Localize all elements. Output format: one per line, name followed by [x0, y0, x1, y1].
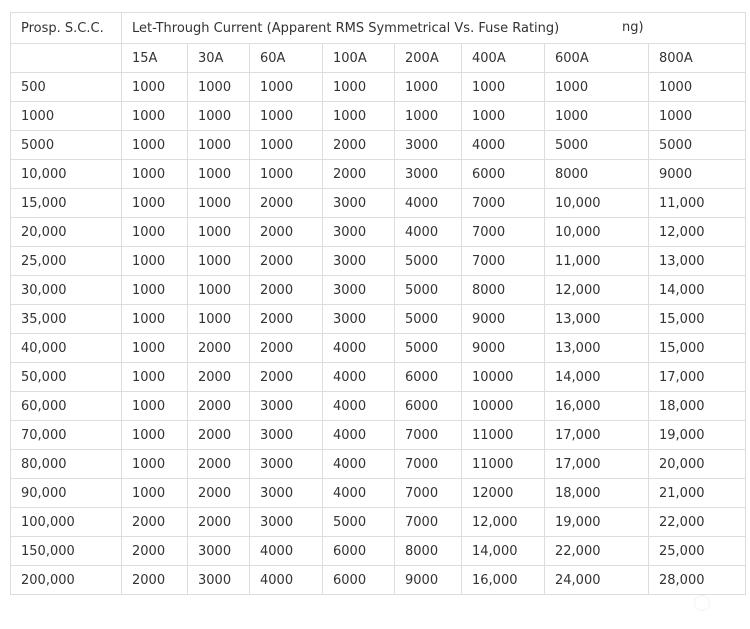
let-through-value-cell: 8000: [395, 537, 462, 566]
scc-value-cell: 100,000: [11, 508, 122, 537]
let-through-value-cell: 1000: [122, 450, 188, 479]
let-through-value-cell: 1000: [122, 421, 188, 450]
let-through-value-cell: 6000: [323, 537, 395, 566]
let-through-value-cell: 11000: [462, 450, 545, 479]
let-through-value-cell: 1000: [122, 479, 188, 508]
let-through-value-cell: 3000: [250, 392, 323, 421]
scc-value-cell: 30,000: [11, 276, 122, 305]
watermark-mark: [694, 595, 710, 611]
let-through-value-cell: 3000: [395, 160, 462, 189]
let-through-value-cell: 1000: [122, 247, 188, 276]
let-through-value-cell: 1000: [188, 102, 250, 131]
let-through-value-cell: 1000: [649, 102, 746, 131]
let-through-value-cell: 2000: [250, 218, 323, 247]
let-through-value-cell: 8000: [462, 276, 545, 305]
header-row: [11, 13, 746, 44]
let-through-value-cell: 5000: [395, 247, 462, 276]
let-through-value-cell: 11000: [462, 421, 545, 450]
let-through-value-cell: 1000: [188, 189, 250, 218]
scc-value-cell: 1000: [11, 102, 122, 131]
let-through-value-cell: 1000: [545, 73, 649, 102]
let-through-value-cell: 2000: [188, 334, 250, 363]
let-through-value-cell: 5000: [395, 305, 462, 334]
let-through-value-cell: 2000: [122, 508, 188, 537]
let-through-value-cell: 1000: [649, 73, 746, 102]
let-through-value-cell: 22,000: [649, 508, 746, 537]
scc-value-cell: 150,000: [11, 537, 122, 566]
table-row: [11, 102, 746, 131]
corner-header-cell: Prosp. S.C.C.: [11, 13, 122, 44]
let-through-value-cell: 7000: [462, 218, 545, 247]
scc-value-cell: 15,000: [11, 189, 122, 218]
let-through-value-cell: 17,000: [545, 450, 649, 479]
let-through-value-cell: 6000: [462, 160, 545, 189]
fuse-rating-header-cell: 600A: [545, 44, 649, 73]
let-through-value-cell: 1000: [250, 102, 323, 131]
let-through-value-cell: 5000: [649, 131, 746, 160]
let-through-value-cell: 1000: [122, 218, 188, 247]
let-through-value-cell: 16,000: [462, 566, 545, 595]
let-through-value-cell: 2000: [188, 479, 250, 508]
scc-value-cell: 20,000: [11, 218, 122, 247]
scc-value-cell: 90,000: [11, 479, 122, 508]
let-through-value-cell: 2000: [188, 363, 250, 392]
table-row: [11, 247, 746, 276]
let-through-value-cell: 4000: [323, 479, 395, 508]
let-through-value-cell: 4000: [250, 566, 323, 595]
let-through-value-cell: 12000: [462, 479, 545, 508]
let-through-value-cell: 3000: [323, 218, 395, 247]
let-through-value-cell: 1000: [122, 189, 188, 218]
scc-value-cell: 5000: [11, 131, 122, 160]
let-through-value-cell: 3000: [323, 305, 395, 334]
let-through-value-cell: 17,000: [649, 363, 746, 392]
let-through-value-cell: 1000: [122, 334, 188, 363]
let-through-value-cell: 2000: [323, 131, 395, 160]
let-through-value-cell: 18,000: [545, 479, 649, 508]
let-through-value-cell: 14,000: [649, 276, 746, 305]
table-row: [11, 508, 746, 537]
let-through-value-cell: 5000: [395, 334, 462, 363]
let-through-value-cell: 9000: [462, 305, 545, 334]
table-row: [11, 73, 746, 102]
fuse-rating-blank-cell: [11, 44, 122, 73]
group-header-suffix: ng): [622, 20, 644, 35]
let-through-value-cell: 1000: [188, 276, 250, 305]
let-through-value-cell: 3000: [323, 247, 395, 276]
let-through-value-cell: 9000: [462, 334, 545, 363]
let-through-value-cell: 9000: [649, 160, 746, 189]
let-through-value-cell: 1000: [188, 73, 250, 102]
let-through-value-cell: 3000: [188, 566, 250, 595]
let-through-value-cell: 15,000: [649, 334, 746, 363]
let-through-value-cell: 19,000: [545, 508, 649, 537]
let-through-value-cell: 28,000: [649, 566, 746, 595]
let-through-value-cell: 9000: [395, 566, 462, 595]
let-through-value-cell: 6000: [395, 363, 462, 392]
let-through-value-cell: 4000: [323, 392, 395, 421]
fuse-rating-header-cell: 200A: [395, 44, 462, 73]
table-row: [11, 189, 746, 218]
let-through-value-cell: 2000: [250, 189, 323, 218]
fuse-rating-header-cell: 15A: [122, 44, 188, 73]
let-through-value-cell: 14,000: [545, 363, 649, 392]
let-through-value-cell: 1000: [188, 131, 250, 160]
let-through-value-cell: 12,000: [462, 508, 545, 537]
let-through-value-cell: 1000: [188, 247, 250, 276]
let-through-value-cell: 10,000: [545, 189, 649, 218]
table-row: [11, 276, 746, 305]
let-through-value-cell: 21,000: [649, 479, 746, 508]
table-row: [11, 566, 746, 595]
let-through-value-cell: 4000: [323, 334, 395, 363]
let-through-value-cell: 15,000: [649, 305, 746, 334]
let-through-value-cell: 1000: [188, 160, 250, 189]
table-row: [11, 450, 746, 479]
let-through-value-cell: 1000: [323, 102, 395, 131]
let-through-value-cell: 1000: [122, 160, 188, 189]
let-through-value-cell: 4000: [462, 131, 545, 160]
let-through-value-cell: 2000: [250, 276, 323, 305]
let-through-value-cell: 1000: [323, 73, 395, 102]
let-through-value-cell: 10000: [462, 363, 545, 392]
let-through-value-cell: 1000: [250, 73, 323, 102]
let-through-value-cell: 2000: [250, 247, 323, 276]
let-through-value-cell: 2000: [188, 421, 250, 450]
let-through-value-cell: 7000: [462, 247, 545, 276]
let-through-value-cell: 3000: [250, 508, 323, 537]
let-through-value-cell: 2000: [188, 508, 250, 537]
let-through-value-cell: 4000: [395, 218, 462, 247]
let-through-value-cell: 5000: [323, 508, 395, 537]
table-row: [11, 392, 746, 421]
fuse-rating-header-cell: 400A: [462, 44, 545, 73]
scc-value-cell: 10,000: [11, 160, 122, 189]
fuse-rating-header-cell: 30A: [188, 44, 250, 73]
let-through-value-cell: 4000: [323, 363, 395, 392]
let-through-value-cell: 1000: [250, 131, 323, 160]
let-through-value-cell: 2000: [250, 363, 323, 392]
table-row: [11, 131, 746, 160]
let-through-value-cell: 1000: [122, 392, 188, 421]
let-through-value-cell: 1000: [188, 218, 250, 247]
let-through-value-cell: 14,000: [462, 537, 545, 566]
let-through-value-cell: 13,000: [545, 305, 649, 334]
table-row: [11, 305, 746, 334]
let-through-value-cell: 8000: [545, 160, 649, 189]
let-through-value-cell: 1000: [395, 73, 462, 102]
let-through-value-cell: 2000: [122, 566, 188, 595]
table-row: [11, 334, 746, 363]
let-through-value-cell: 1000: [122, 73, 188, 102]
let-through-value-cell: 2000: [323, 160, 395, 189]
scc-value-cell: 200,000: [11, 566, 122, 595]
scc-value-cell: 50,000: [11, 363, 122, 392]
let-through-value-cell: 1000: [462, 73, 545, 102]
group-header-cell: [122, 13, 746, 44]
let-through-value-cell: 11,000: [545, 247, 649, 276]
fuse-rating-header-cell: 60A: [250, 44, 323, 73]
let-through-value-cell: 4000: [323, 421, 395, 450]
scc-value-cell: 500: [11, 73, 122, 102]
let-through-value-cell: 24,000: [545, 566, 649, 595]
let-through-value-cell: 4000: [323, 450, 395, 479]
table-row: [11, 537, 746, 566]
table-row: [11, 218, 746, 247]
let-through-value-cell: 1000: [122, 102, 188, 131]
let-through-value-cell: 2000: [188, 392, 250, 421]
let-through-value-cell: 7000: [395, 421, 462, 450]
let-through-value-cell: 1000: [395, 102, 462, 131]
let-through-value-cell: 22,000: [545, 537, 649, 566]
let-through-current-table: [10, 12, 746, 595]
let-through-value-cell: 2000: [122, 537, 188, 566]
fuse-rating-header-cell: 100A: [323, 44, 395, 73]
let-through-value-cell: 1000: [122, 276, 188, 305]
let-through-value-cell: 11,000: [649, 189, 746, 218]
let-through-value-cell: 13,000: [649, 247, 746, 276]
let-through-value-cell: 10000: [462, 392, 545, 421]
let-through-value-cell: 18,000: [649, 392, 746, 421]
group-header-label: Let-Through Current (Apparent RMS Symmetrical Vs. Fuse Rating): [132, 20, 560, 36]
let-through-value-cell: 1000: [122, 131, 188, 160]
let-through-value-cell: 12,000: [649, 218, 746, 247]
fuse-rating-header-cell: 800A: [649, 44, 746, 73]
let-through-value-cell: 5000: [395, 276, 462, 305]
let-through-value-cell: 5000: [545, 131, 649, 160]
let-through-value-cell: 1000: [545, 102, 649, 131]
let-through-value-cell: 13,000: [545, 334, 649, 363]
table-row: [11, 421, 746, 450]
table-row: [11, 160, 746, 189]
scc-value-cell: 25,000: [11, 247, 122, 276]
let-through-value-cell: 3000: [188, 537, 250, 566]
let-through-value-cell: 2000: [250, 334, 323, 363]
let-through-value-cell: 17,000: [545, 421, 649, 450]
scc-value-cell: 80,000: [11, 450, 122, 479]
let-through-value-cell: 1000: [188, 305, 250, 334]
let-through-value-cell: 20,000: [649, 450, 746, 479]
let-through-value-cell: 1000: [122, 305, 188, 334]
fuse-rating-row: [11, 44, 746, 73]
let-through-value-cell: 4000: [395, 189, 462, 218]
let-through-value-cell: 3000: [323, 276, 395, 305]
let-through-value-cell: 1000: [250, 160, 323, 189]
let-through-value-cell: 6000: [323, 566, 395, 595]
let-through-value-cell: 7000: [395, 479, 462, 508]
let-through-value-cell: 3000: [250, 450, 323, 479]
scc-value-cell: 35,000: [11, 305, 122, 334]
let-through-value-cell: 25,000: [649, 537, 746, 566]
let-through-value-cell: 3000: [323, 189, 395, 218]
scc-value-cell: 60,000: [11, 392, 122, 421]
let-through-value-cell: 1000: [462, 102, 545, 131]
let-through-value-cell: 7000: [395, 450, 462, 479]
table-row: [11, 363, 746, 392]
let-through-value-cell: 3000: [250, 479, 323, 508]
let-through-value-cell: 16,000: [545, 392, 649, 421]
let-through-value-cell: 19,000: [649, 421, 746, 450]
let-through-value-cell: 1000: [122, 363, 188, 392]
let-through-value-cell: 12,000: [545, 276, 649, 305]
let-through-value-cell: 10,000: [545, 218, 649, 247]
scc-value-cell: 70,000: [11, 421, 122, 450]
let-through-value-cell: 6000: [395, 392, 462, 421]
scc-value-cell: 40,000: [11, 334, 122, 363]
let-through-value-cell: 3000: [250, 421, 323, 450]
let-through-value-cell: 7000: [395, 508, 462, 537]
table-row: [11, 479, 746, 508]
let-through-value-cell: 7000: [462, 189, 545, 218]
let-through-value-cell: 2000: [188, 450, 250, 479]
let-through-value-cell: 2000: [250, 305, 323, 334]
let-through-value-cell: 4000: [250, 537, 323, 566]
let-through-value-cell: 3000: [395, 131, 462, 160]
